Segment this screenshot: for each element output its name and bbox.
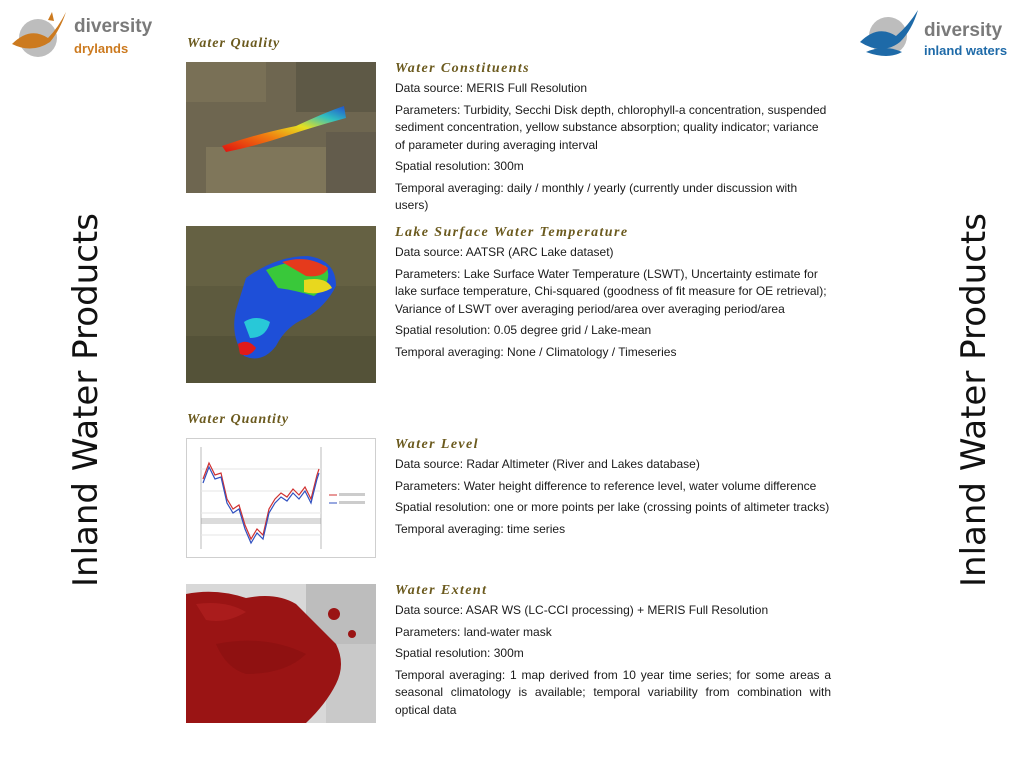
product-line: Spatial resolution: 0.05 degree grid / Lake-mean <box>395 323 652 337</box>
inland-waters-emblem-icon <box>858 8 922 60</box>
product-title: Water Level <box>395 437 479 452</box>
product-line: Data source: ASAR WS (LC-CCI processing) + MERIS Full Resolution <box>395 603 769 617</box>
side-title-left: Inland Water Products <box>66 213 106 587</box>
diversity-inland-waters-logo <box>858 8 1018 60</box>
logo-right-word2: inland waters <box>924 43 1008 58</box>
side-title-right: Inland Water Products <box>954 213 994 587</box>
product-lake-surface-water-temperature <box>395 225 831 365</box>
product-water-extent <box>395 583 831 723</box>
product-line: Parameters: Water height difference to reference level, water volume difference <box>395 478 817 493</box>
product-water-constituents <box>395 61 831 219</box>
product-line: Parameters: Turbidity, Secchi Disk depth, chlorophyll-a concentration, suspended sediment concentration, yellow substance absorption; quality indicator; variance of parameter during averaging interval <box>395 102 827 152</box>
product-line: Data source: AATSR (ARC Lake dataset) <box>395 245 614 259</box>
product-line: Data source: MERIS Full Resolution <box>395 81 588 95</box>
logo-right-word1: diversity <box>924 20 1003 41</box>
product-line: Temporal averaging: None / Climatology / Timeseries <box>395 344 677 359</box>
product-line: Temporal averaging: 1 map derived from 10 year time series; for some areas a seasonal climatology is available; temporal variability from combination with optical data <box>395 667 831 717</box>
product-water-level <box>395 437 831 542</box>
drylands-emblem-icon <box>8 8 70 60</box>
logo-left-word2: drylands <box>74 41 129 56</box>
product-title: Water Constituents <box>395 61 531 76</box>
product-line: Spatial resolution: one or more points per lake (crossing points of altimeter tracks) <box>395 500 830 514</box>
water-level-chart-image <box>186 438 376 558</box>
section-title-water-quality: Water Quality <box>187 36 281 51</box>
section-title-water-quantity: Water Quantity <box>187 412 290 427</box>
product-line: Parameters: land-water mask <box>395 624 552 639</box>
product-line: Data source: Radar Altimeter (River and Lakes database) <box>395 457 700 471</box>
product-line: Temporal averaging: time series <box>395 521 566 536</box>
water-constituents-image <box>186 62 376 193</box>
product-line: Spatial resolution: 300m <box>395 159 524 173</box>
logo-left-word1: diversity <box>74 16 153 37</box>
diversity-drylands-logo <box>8 8 158 60</box>
product-title: Lake Surface Water Temperature <box>395 225 629 240</box>
product-line: Temporal averaging: daily / monthly / yearly (currently under discussion with users) <box>395 180 798 212</box>
product-line: Spatial resolution: 300m <box>395 646 524 660</box>
product-line: Parameters: Lake Surface Water Temperature (LSWT), Uncertainty estimate for lake surface temperature, Chi-squared (goodness of fit measure for OE retrieval); Variance of LSWT over averaging period/area over averaging period/area <box>395 266 827 316</box>
product-title: Water Extent <box>395 583 488 598</box>
water-extent-image <box>186 584 376 723</box>
lake-temperature-image <box>186 226 376 383</box>
